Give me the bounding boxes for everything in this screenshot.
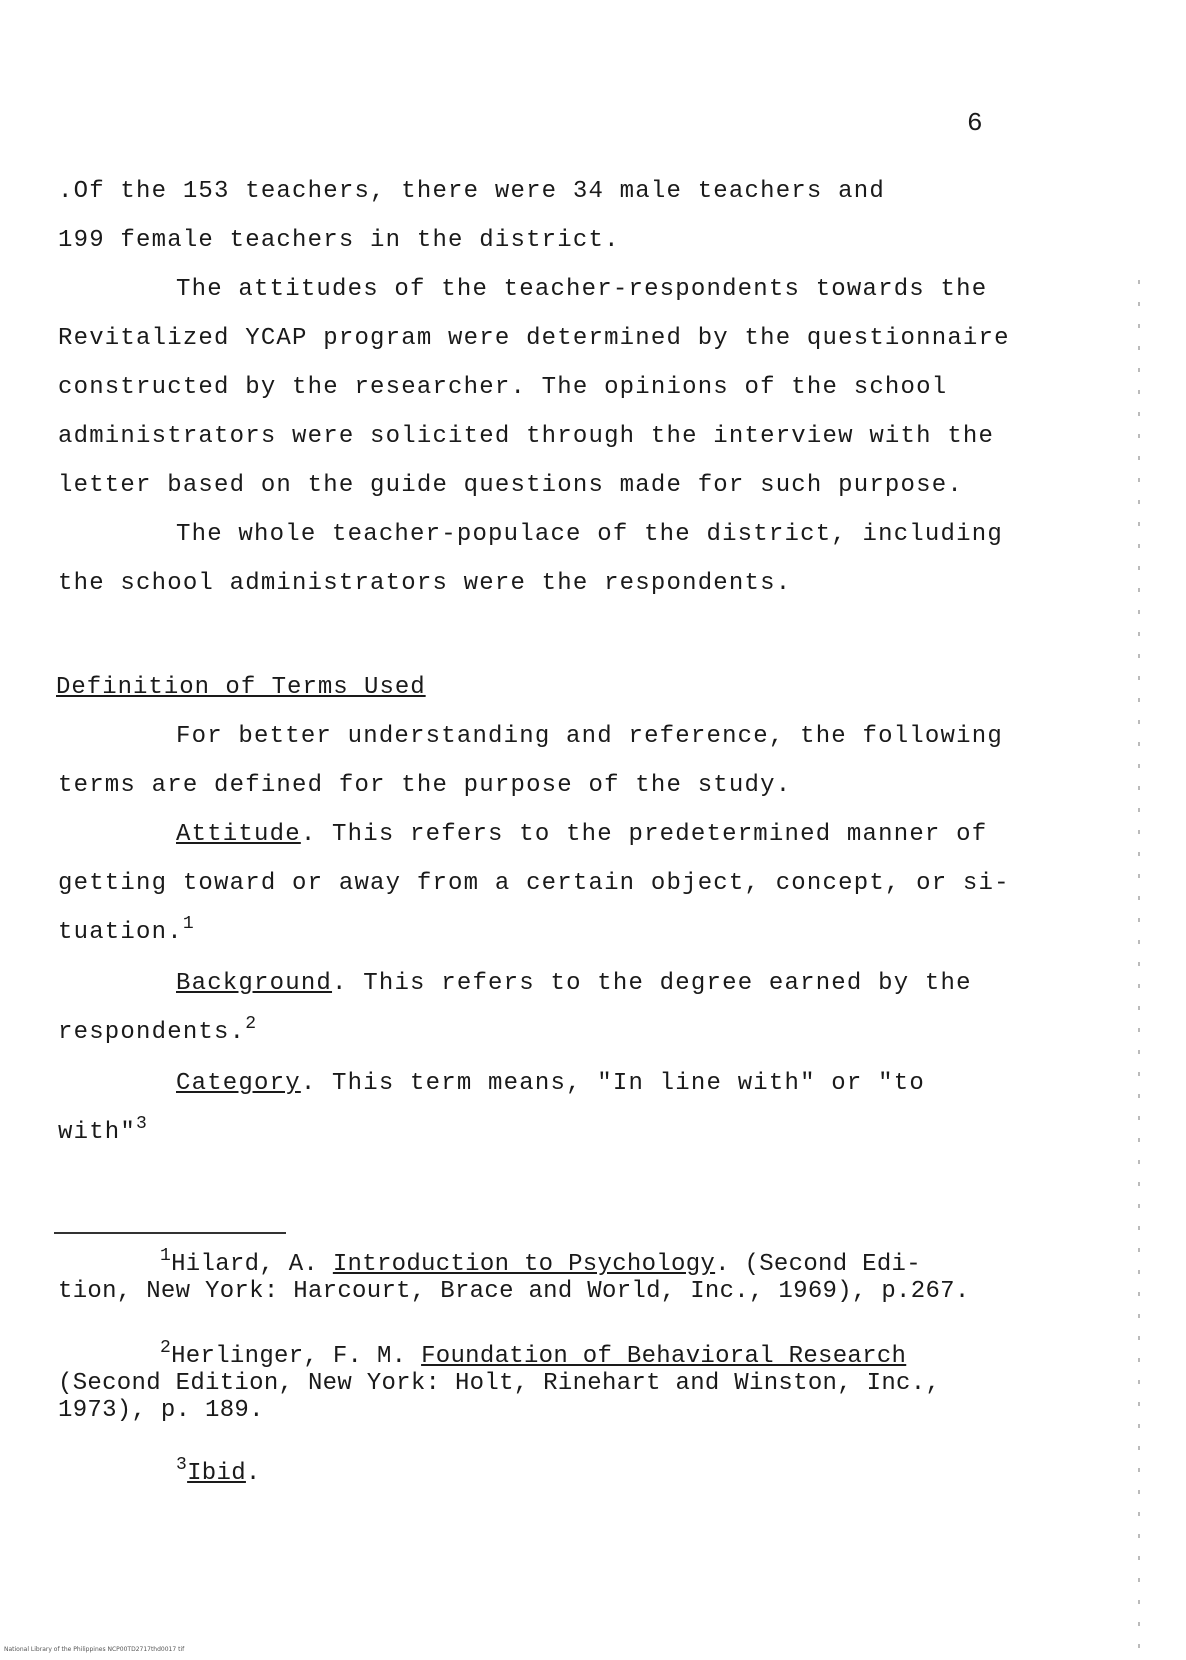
footnote-3-line-1 <box>176 1455 261 1487</box>
footnote-1-author: Hilard, A. <box>171 1251 333 1278</box>
term-category-text: . This term means, "In line with" or "to <box>300 1070 925 1097</box>
body-line-6: administrators were solicited through the interview with the <box>58 423 995 450</box>
body-line-7: letter based on the guide questions made for such purpose. <box>58 472 963 499</box>
footnote-divider <box>54 1232 286 1234</box>
footnote-3-end: . <box>245 1460 261 1487</box>
footnote-3-number: 3 <box>176 1455 188 1475</box>
term-attitude-line-3 <box>58 914 195 946</box>
body-line-2: 199 female teachers in the district. <box>58 227 620 254</box>
footnote-2-line-2: (Second Edition, New York: Holt, Rinehart and Winston, Inc., <box>58 1370 941 1397</box>
body-line-1: .Of the 153 teachers, there were 34 male teachers and <box>58 178 885 205</box>
term-background-line-1 <box>176 970 972 997</box>
body-line-4: Revitalized YCAP program were determined by the questionnaire <box>58 325 1010 352</box>
term-background-end: respondents. <box>58 1019 246 1046</box>
term-category-end: with" <box>58 1119 137 1146</box>
body-line-3: The attitudes of the teacher-respondents towards the <box>176 276 988 303</box>
footnote-1-edition: . (Second Edi- <box>715 1251 921 1278</box>
term-category-label: Category <box>176 1070 301 1097</box>
footnote-2-line-3: 1973), p. 189. <box>58 1397 264 1424</box>
footnote-1-title: Introduction to Psychology <box>332 1251 716 1278</box>
scan-margin-marks <box>1138 280 1140 1660</box>
footnote-3-title: Ibid <box>187 1460 246 1487</box>
body-line-5: constructed by the researcher. The opinions of the school <box>58 374 948 401</box>
footnote-ref-1: 1 <box>182 914 195 934</box>
section-heading: Definition of Terms Used <box>56 674 426 701</box>
term-background-text: . This refers to the degree earned by the <box>332 970 972 997</box>
body-line-9: the school administrators were the respondents. <box>58 570 792 597</box>
term-attitude-line-2: getting toward or away from a certain object, concept, or si- <box>58 870 1010 897</box>
page-number: 6 <box>967 108 983 138</box>
footnote-ref-3: 3 <box>136 1114 149 1134</box>
term-background-line-2 <box>58 1014 258 1046</box>
footnote-2-title: Foundation of Behavioral Research <box>421 1343 907 1370</box>
term-attitude-label: Attitude <box>176 821 301 848</box>
scan-footer: National Library of the Philippines NCP00TD2717thd0017 tif <box>4 1646 185 1653</box>
term-attitude-text: . This refers to the predetermined manner of <box>300 821 988 848</box>
intro-line-2: terms are defined for the purpose of the study. <box>58 772 792 799</box>
footnote-1-number: 1 <box>160 1246 172 1266</box>
term-background-label: Background <box>176 970 333 997</box>
term-attitude-line-1 <box>176 821 987 848</box>
footnote-2-line-1 <box>160 1338 907 1370</box>
footnote-1-line-2: tion, New York: Harcourt, Brace and World, Inc., 1969), p.267. <box>58 1278 970 1305</box>
footnote-ref-2: 2 <box>245 1014 258 1034</box>
term-category-line-1 <box>176 1070 925 1097</box>
footnote-1-line-1 <box>160 1246 921 1278</box>
term-attitude-end: tuation. <box>58 919 183 946</box>
body-line-8: The whole teacher-populace of the district, including <box>176 521 1003 548</box>
footnote-2-author: Herlinger, F. M. <box>171 1343 422 1370</box>
intro-line-1: For better understanding and reference, the following <box>176 723 1003 750</box>
term-category-line-2 <box>58 1114 149 1146</box>
footnote-2-number: 2 <box>160 1338 172 1358</box>
